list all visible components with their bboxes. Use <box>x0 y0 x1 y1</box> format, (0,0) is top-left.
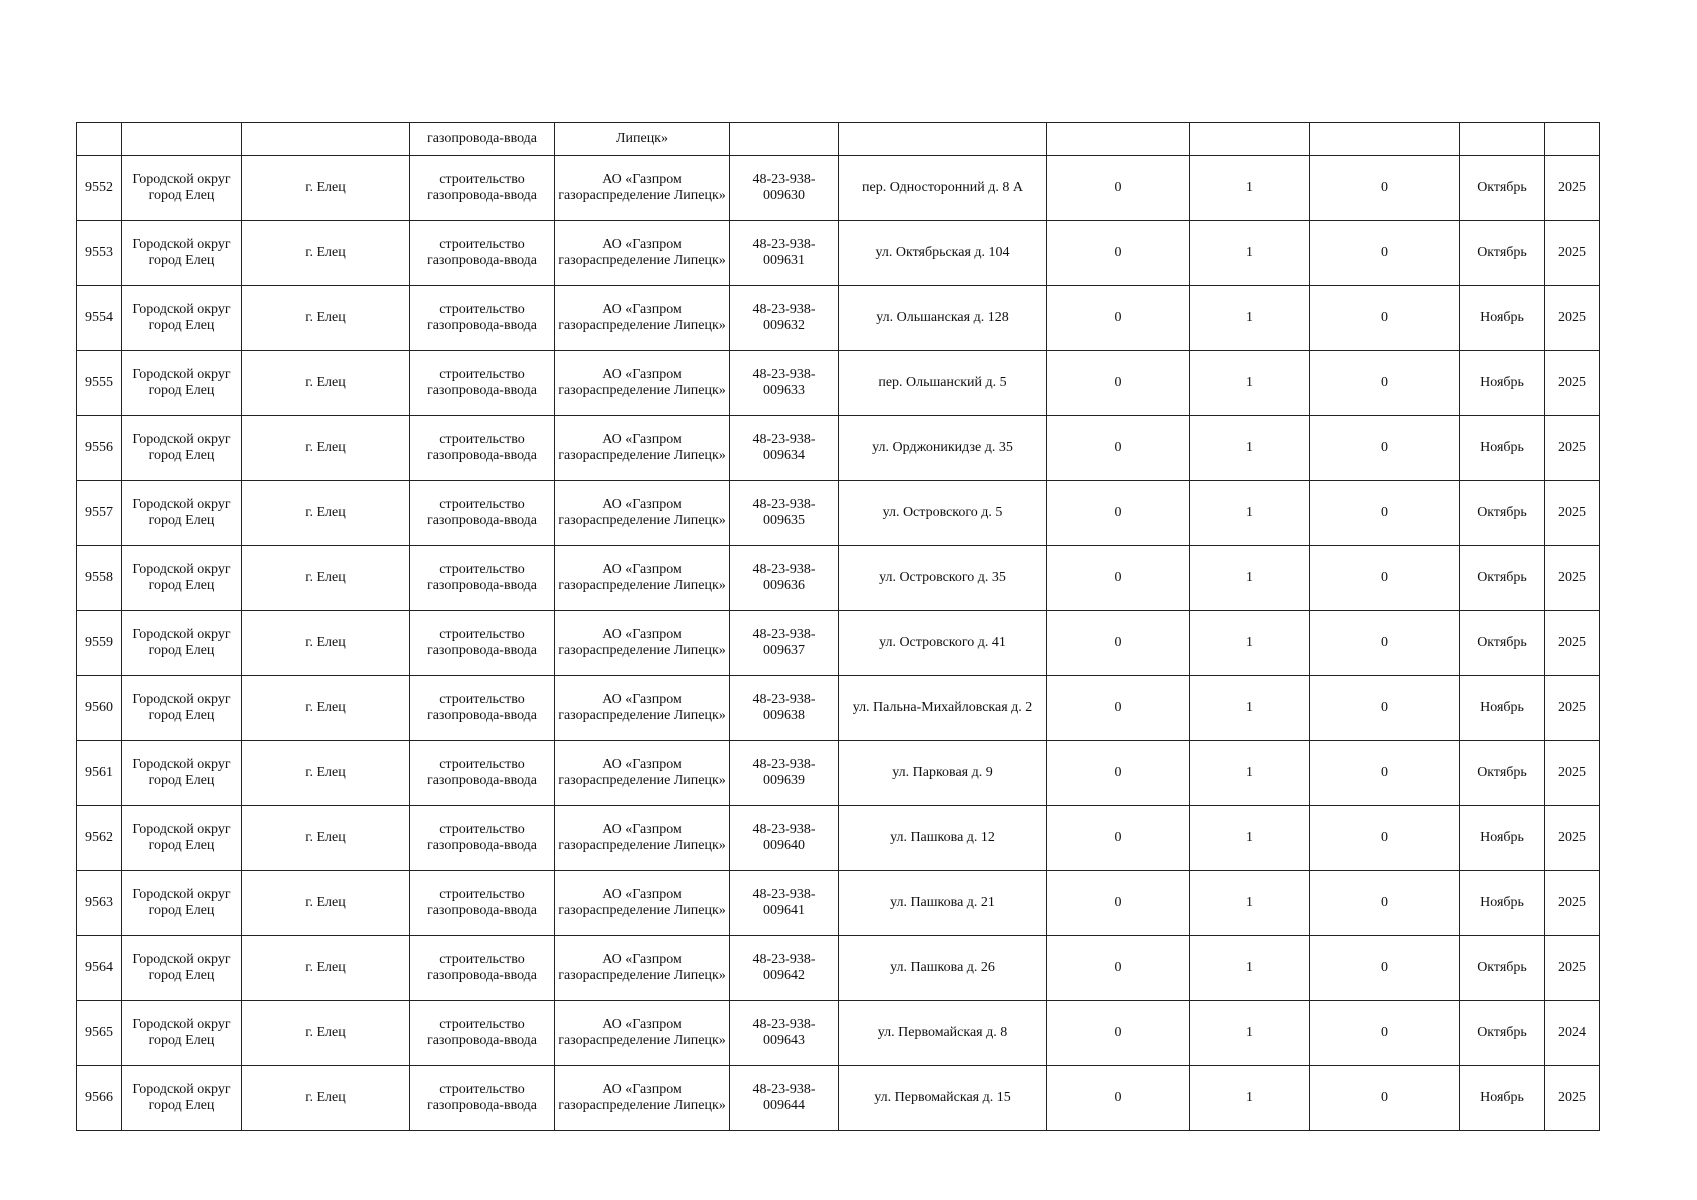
cell-work: газопровода-ввода <box>410 123 555 156</box>
cell-c2: 1 <box>1190 1001 1310 1066</box>
cell-c2: 1 <box>1190 871 1310 936</box>
cell-address: ул. Ольшанская д. 128 <box>839 286 1047 351</box>
cell-c2: 1 <box>1190 1066 1310 1131</box>
cell-month: Октябрь <box>1460 936 1545 1001</box>
cell-work: строительство газопровода-ввода <box>410 546 555 611</box>
cell-c2: 1 <box>1190 806 1310 871</box>
cell-c1: 0 <box>1047 936 1190 1001</box>
cell-settlement: г. Елец <box>242 481 410 546</box>
cell-district: Городской округ город Елец <box>122 1001 242 1066</box>
cell-district: Городской округ город Елец <box>122 286 242 351</box>
cell-c2 <box>1190 123 1310 156</box>
cell-month: Октябрь <box>1460 611 1545 676</box>
cell-work: строительство газопровода-ввода <box>410 806 555 871</box>
cell-c1: 0 <box>1047 1066 1190 1131</box>
table-row <box>77 871 1600 936</box>
cell-month: Октябрь <box>1460 156 1545 221</box>
cell-c2: 1 <box>1190 741 1310 806</box>
table-row <box>77 676 1600 741</box>
table-row <box>77 1066 1600 1131</box>
cell-org: АО «Газпром газораспределение Липецк» <box>555 806 730 871</box>
table-body <box>77 123 1600 1131</box>
cell-settlement: г. Елец <box>242 871 410 936</box>
cell-org: АО «Газпром газораспределение Липецк» <box>555 286 730 351</box>
cell-work: строительство газопровода-ввода <box>410 481 555 546</box>
cell-c3: 0 <box>1310 416 1460 481</box>
cell-c1: 0 <box>1047 221 1190 286</box>
cell-c1: 0 <box>1047 416 1190 481</box>
cell-settlement: г. Елец <box>242 676 410 741</box>
cell-settlement: г. Елец <box>242 546 410 611</box>
cell-settlement: г. Елец <box>242 416 410 481</box>
cell-num <box>77 123 122 156</box>
cell-year: 2025 <box>1545 611 1600 676</box>
cell-address: ул. Островского д. 5 <box>839 481 1047 546</box>
cell-num: 9557 <box>77 481 122 546</box>
cell-c3: 0 <box>1310 611 1460 676</box>
cell-c1: 0 <box>1047 286 1190 351</box>
cell-c2: 1 <box>1190 611 1310 676</box>
cell-settlement: г. Елец <box>242 286 410 351</box>
cell-district <box>122 123 242 156</box>
table-row <box>77 741 1600 806</box>
cell-code: 48-23-938-009638 <box>730 676 839 741</box>
cell-num: 9566 <box>77 1066 122 1131</box>
cell-c3: 0 <box>1310 806 1460 871</box>
cell-settlement: г. Елец <box>242 351 410 416</box>
cell-month: Ноябрь <box>1460 871 1545 936</box>
cell-month: Ноябрь <box>1460 1066 1545 1131</box>
table-row <box>77 546 1600 611</box>
cell-code: 48-23-938-009639 <box>730 741 839 806</box>
cell-district: Городской округ город Елец <box>122 156 242 221</box>
cell-org: АО «Газпром газораспределение Липецк» <box>555 546 730 611</box>
cell-c3: 0 <box>1310 221 1460 286</box>
cell-c1: 0 <box>1047 806 1190 871</box>
cell-org: АО «Газпром газораспределение Липецк» <box>555 871 730 936</box>
continuation-row <box>77 123 1600 156</box>
cell-work: строительство газопровода-ввода <box>410 286 555 351</box>
cell-num: 9555 <box>77 351 122 416</box>
cell-district: Городской округ город Елец <box>122 546 242 611</box>
cell-org: АО «Газпром газораспределение Липецк» <box>555 1066 730 1131</box>
cell-c2: 1 <box>1190 286 1310 351</box>
cell-num: 9553 <box>77 221 122 286</box>
cell-year: 2025 <box>1545 936 1600 1001</box>
cell-c2: 1 <box>1190 156 1310 221</box>
table-row <box>77 416 1600 481</box>
cell-year: 2025 <box>1545 546 1600 611</box>
table-row <box>77 156 1600 221</box>
cell-year <box>1545 123 1600 156</box>
cell-code: 48-23-938-009632 <box>730 286 839 351</box>
gas-connection-table <box>76 122 1600 1131</box>
cell-code: 48-23-938-009641 <box>730 871 839 936</box>
cell-district: Городской округ город Елец <box>122 871 242 936</box>
cell-c3: 0 <box>1310 1066 1460 1131</box>
cell-code: 48-23-938-009630 <box>730 156 839 221</box>
cell-code: 48-23-938-009633 <box>730 351 839 416</box>
cell-org: АО «Газпром газораспределение Липецк» <box>555 481 730 546</box>
cell-district: Городской округ город Елец <box>122 611 242 676</box>
cell-code: 48-23-938-009636 <box>730 546 839 611</box>
cell-district: Городской округ город Елец <box>122 806 242 871</box>
cell-address: пер. Ольшанский д. 5 <box>839 351 1047 416</box>
cell-c3: 0 <box>1310 676 1460 741</box>
cell-year: 2024 <box>1545 1001 1600 1066</box>
cell-month: Октябрь <box>1460 741 1545 806</box>
table-row <box>77 221 1600 286</box>
cell-year: 2025 <box>1545 286 1600 351</box>
cell-district: Городской округ город Елец <box>122 416 242 481</box>
cell-c1: 0 <box>1047 741 1190 806</box>
cell-address: ул. Орджоникидзе д. 35 <box>839 416 1047 481</box>
cell-c1: 0 <box>1047 871 1190 936</box>
cell-year: 2025 <box>1545 676 1600 741</box>
cell-work: строительство газопровода-ввода <box>410 416 555 481</box>
cell-district: Городской округ город Елец <box>122 741 242 806</box>
cell-c1: 0 <box>1047 1001 1190 1066</box>
cell-month: Ноябрь <box>1460 416 1545 481</box>
cell-c3: 0 <box>1310 1001 1460 1066</box>
cell-c1: 0 <box>1047 546 1190 611</box>
cell-address <box>839 123 1047 156</box>
cell-code: 48-23-938-009644 <box>730 1066 839 1131</box>
cell-work: строительство газопровода-ввода <box>410 1001 555 1066</box>
cell-code: 48-23-938-009640 <box>730 806 839 871</box>
cell-work: строительство газопровода-ввода <box>410 936 555 1001</box>
cell-work: строительство газопровода-ввода <box>410 741 555 806</box>
cell-address: ул. Парковая д. 9 <box>839 741 1047 806</box>
cell-work: строительство газопровода-ввода <box>410 676 555 741</box>
cell-settlement: г. Елец <box>242 1066 410 1131</box>
cell-month: Ноябрь <box>1460 806 1545 871</box>
cell-c2: 1 <box>1190 676 1310 741</box>
cell-org: АО «Газпром газораспределение Липецк» <box>555 936 730 1001</box>
cell-code: 48-23-938-009631 <box>730 221 839 286</box>
cell-c1: 0 <box>1047 676 1190 741</box>
cell-year: 2025 <box>1545 416 1600 481</box>
cell-settlement <box>242 123 410 156</box>
cell-year: 2025 <box>1545 1066 1600 1131</box>
cell-district: Городской округ город Елец <box>122 221 242 286</box>
cell-month: Ноябрь <box>1460 351 1545 416</box>
cell-c1: 0 <box>1047 481 1190 546</box>
cell-c1: 0 <box>1047 611 1190 676</box>
cell-work: строительство газопровода-ввода <box>410 1066 555 1131</box>
cell-num: 9559 <box>77 611 122 676</box>
cell-year: 2025 <box>1545 741 1600 806</box>
cell-org: АО «Газпром газораспределение Липецк» <box>555 741 730 806</box>
cell-work: строительство газопровода-ввода <box>410 156 555 221</box>
cell-month: Октябрь <box>1460 1001 1545 1066</box>
cell-settlement: г. Елец <box>242 936 410 1001</box>
cell-address: ул. Пашкова д. 21 <box>839 871 1047 936</box>
cell-num: 9561 <box>77 741 122 806</box>
cell-c3: 0 <box>1310 546 1460 611</box>
table-row <box>77 286 1600 351</box>
cell-org: Липецк» <box>555 123 730 156</box>
cell-org: АО «Газпром газораспределение Липецк» <box>555 156 730 221</box>
cell-org: АО «Газпром газораспределение Липецк» <box>555 221 730 286</box>
cell-c3: 0 <box>1310 351 1460 416</box>
table-row <box>77 1001 1600 1066</box>
cell-code: 48-23-938-009634 <box>730 416 839 481</box>
table-row <box>77 351 1600 416</box>
cell-address: ул. Октябрьская д. 104 <box>839 221 1047 286</box>
cell-num: 9554 <box>77 286 122 351</box>
cell-c2: 1 <box>1190 351 1310 416</box>
cell-code: 48-23-938-009635 <box>730 481 839 546</box>
cell-org: АО «Газпром газораспределение Липецк» <box>555 1001 730 1066</box>
cell-district: Городской округ город Елец <box>122 936 242 1001</box>
cell-address: ул. Первомайская д. 15 <box>839 1066 1047 1131</box>
cell-org: АО «Газпром газораспределение Липецк» <box>555 351 730 416</box>
cell-c2: 1 <box>1190 221 1310 286</box>
cell-c3: 0 <box>1310 286 1460 351</box>
cell-num: 9560 <box>77 676 122 741</box>
cell-num: 9564 <box>77 936 122 1001</box>
cell-work: строительство газопровода-ввода <box>410 351 555 416</box>
table-row <box>77 481 1600 546</box>
cell-settlement: г. Елец <box>242 741 410 806</box>
cell-address: ул. Пальна-Михайловская д. 2 <box>839 676 1047 741</box>
cell-num: 9562 <box>77 806 122 871</box>
cell-address: ул. Пашкова д. 12 <box>839 806 1047 871</box>
cell-c3: 0 <box>1310 481 1460 546</box>
cell-year: 2025 <box>1545 351 1600 416</box>
cell-settlement: г. Елец <box>242 611 410 676</box>
cell-org: АО «Газпром газораспределение Липецк» <box>555 416 730 481</box>
cell-c2: 1 <box>1190 936 1310 1001</box>
cell-year: 2025 <box>1545 806 1600 871</box>
cell-district: Городской округ город Елец <box>122 481 242 546</box>
cell-org: АО «Газпром газораспределение Липецк» <box>555 676 730 741</box>
cell-year: 2025 <box>1545 871 1600 936</box>
cell-address: ул. Островского д. 41 <box>839 611 1047 676</box>
cell-code: 48-23-938-009643 <box>730 1001 839 1066</box>
cell-c2: 1 <box>1190 481 1310 546</box>
cell-month: Ноябрь <box>1460 676 1545 741</box>
cell-year: 2025 <box>1545 156 1600 221</box>
cell-work: строительство газопровода-ввода <box>410 221 555 286</box>
cell-settlement: г. Елец <box>242 156 410 221</box>
cell-code: 48-23-938-009642 <box>730 936 839 1001</box>
table-row <box>77 806 1600 871</box>
cell-c3 <box>1310 123 1460 156</box>
cell-year: 2025 <box>1545 481 1600 546</box>
cell-month <box>1460 123 1545 156</box>
cell-district: Городской округ город Елец <box>122 1066 242 1131</box>
cell-month: Октябрь <box>1460 546 1545 611</box>
cell-c1: 0 <box>1047 156 1190 221</box>
cell-settlement: г. Елец <box>242 1001 410 1066</box>
cell-num: 9563 <box>77 871 122 936</box>
cell-num: 9558 <box>77 546 122 611</box>
cell-c2: 1 <box>1190 546 1310 611</box>
cell-address: пер. Односторонний д. 8 А <box>839 156 1047 221</box>
cell-work: строительство газопровода-ввода <box>410 611 555 676</box>
cell-settlement: г. Елец <box>242 806 410 871</box>
table-row <box>77 611 1600 676</box>
cell-c3: 0 <box>1310 871 1460 936</box>
cell-c3: 0 <box>1310 741 1460 806</box>
cell-c1 <box>1047 123 1190 156</box>
cell-year: 2025 <box>1545 221 1600 286</box>
cell-district: Городской округ город Елец <box>122 351 242 416</box>
cell-code: 48-23-938-009637 <box>730 611 839 676</box>
cell-address: ул. Пашкова д. 26 <box>839 936 1047 1001</box>
cell-org: АО «Газпром газораспределение Липецк» <box>555 611 730 676</box>
cell-month: Ноябрь <box>1460 286 1545 351</box>
cell-month: Октябрь <box>1460 221 1545 286</box>
cell-c3: 0 <box>1310 156 1460 221</box>
cell-month: Октябрь <box>1460 481 1545 546</box>
cell-c1: 0 <box>1047 351 1190 416</box>
cell-code <box>730 123 839 156</box>
cell-num: 9552 <box>77 156 122 221</box>
cell-work: строительство газопровода-ввода <box>410 871 555 936</box>
cell-c2: 1 <box>1190 416 1310 481</box>
cell-c3: 0 <box>1310 936 1460 1001</box>
table-row <box>77 936 1600 1001</box>
cell-address: ул. Первомайская д. 8 <box>839 1001 1047 1066</box>
cell-district: Городской округ город Елец <box>122 676 242 741</box>
cell-address: ул. Островского д. 35 <box>839 546 1047 611</box>
cell-settlement: г. Елец <box>242 221 410 286</box>
cell-num: 9556 <box>77 416 122 481</box>
cell-num: 9565 <box>77 1001 122 1066</box>
